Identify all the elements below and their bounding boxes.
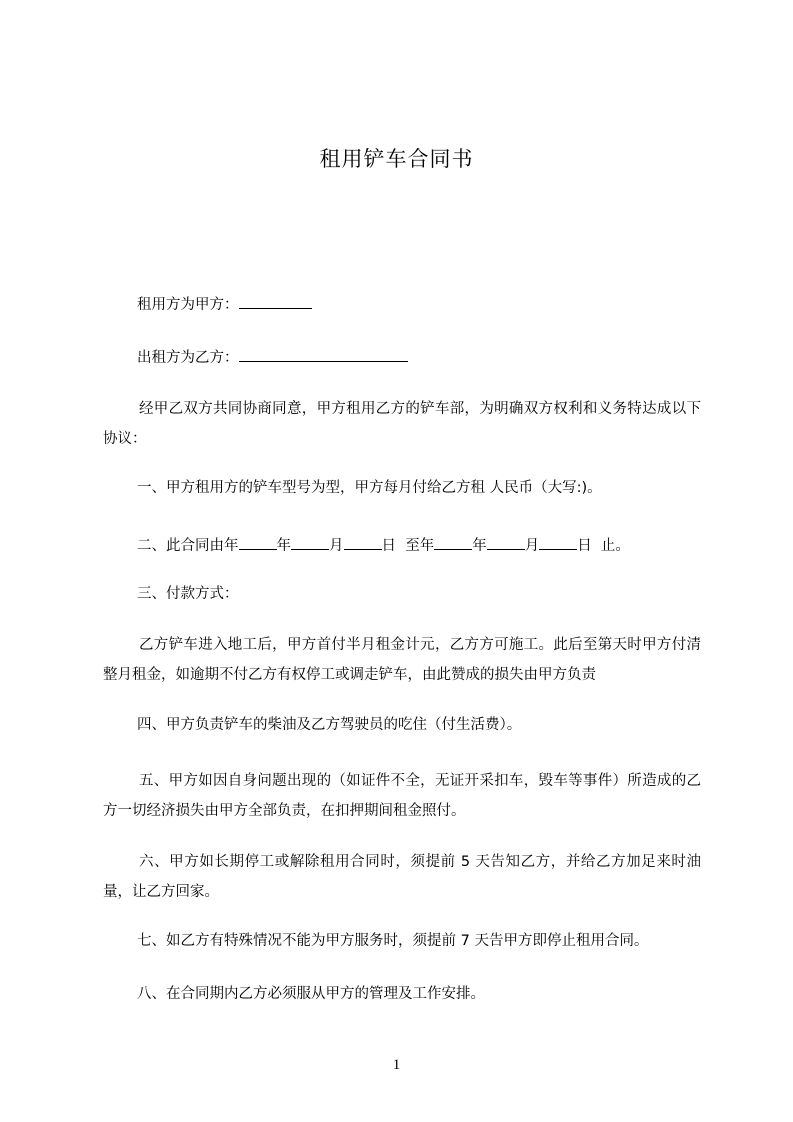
- payment-paragraph: 乙方铲车进入地工后，甲方首付半月租金计元，乙方方可施工。此后至第天时甲方付清整月租金，如逾期不付乙方有权停工或调走铲车，由此赞成的损失由甲方负责: [103, 637, 701, 683]
- lessee-blank: [239, 294, 312, 309]
- clause-2: [137, 535, 630, 554]
- clause-2-year: 年: [276, 538, 291, 554]
- page-number: 1: [392, 1057, 401, 1073]
- clause-2-year-end: 年: [472, 538, 487, 554]
- lessee-label: 租用方为甲方：: [137, 297, 239, 313]
- clause-5: 五、甲方如因自身问题出现的（如证件不全，无证开采扣车，毁车等事件）所造成的乙方一切经济损失由甲方全部负责，在扣押期间租金照付。: [103, 773, 701, 819]
- lessor-line: [137, 347, 408, 366]
- clause-2-month: 月: [329, 538, 344, 554]
- start-year-blank: [239, 535, 277, 550]
- lessor-blank: [239, 347, 408, 362]
- end-month-blank: [487, 535, 525, 550]
- lessee-line: [137, 294, 312, 313]
- clause-4: 四、甲方负责铲车的柴油及乙方驾驶员的吃住（付生活费）。: [137, 717, 522, 733]
- clause-2-day-end: 日 止。: [577, 538, 630, 554]
- end-year-blank: [434, 535, 472, 550]
- clause-6: 六、甲方如长期停工或解除租用合同时，须提前 5 天告知乙方，并给乙方加足来时油量，让乙方回家。: [103, 854, 701, 900]
- lessor-label: 出租方为乙方：: [137, 350, 239, 366]
- document-title: 租用铲车合同书: [319, 147, 474, 171]
- clause-7: 七、如乙方有特殊情况不能为甲方服务时，须提前 7 天告甲方即停止租用合同。: [137, 933, 649, 949]
- start-day-blank: [344, 535, 382, 550]
- clause-1: 一、甲方租用方的铲车型号为型，甲方每月付给乙方租 人民币（大写:)。: [137, 480, 602, 496]
- clause-3: 三、付款方式：: [137, 586, 239, 602]
- clause-2-month-end: 月: [524, 538, 540, 554]
- start-month-blank: [291, 535, 329, 550]
- end-day-blank: [539, 535, 577, 550]
- intro-paragraph: 经甲乙双方共同协商同意，甲方租用乙方的铲车部，为明确双方权利和义务特达成以下协议：: [103, 401, 701, 447]
- clause-2-prefix: 二、此合同由年: [137, 538, 239, 554]
- clause-2-day-to: 日 至年: [381, 538, 435, 554]
- clause-8: 八、在合同期内乙方必须服从甲方的管理及工作安排。: [137, 986, 485, 1002]
